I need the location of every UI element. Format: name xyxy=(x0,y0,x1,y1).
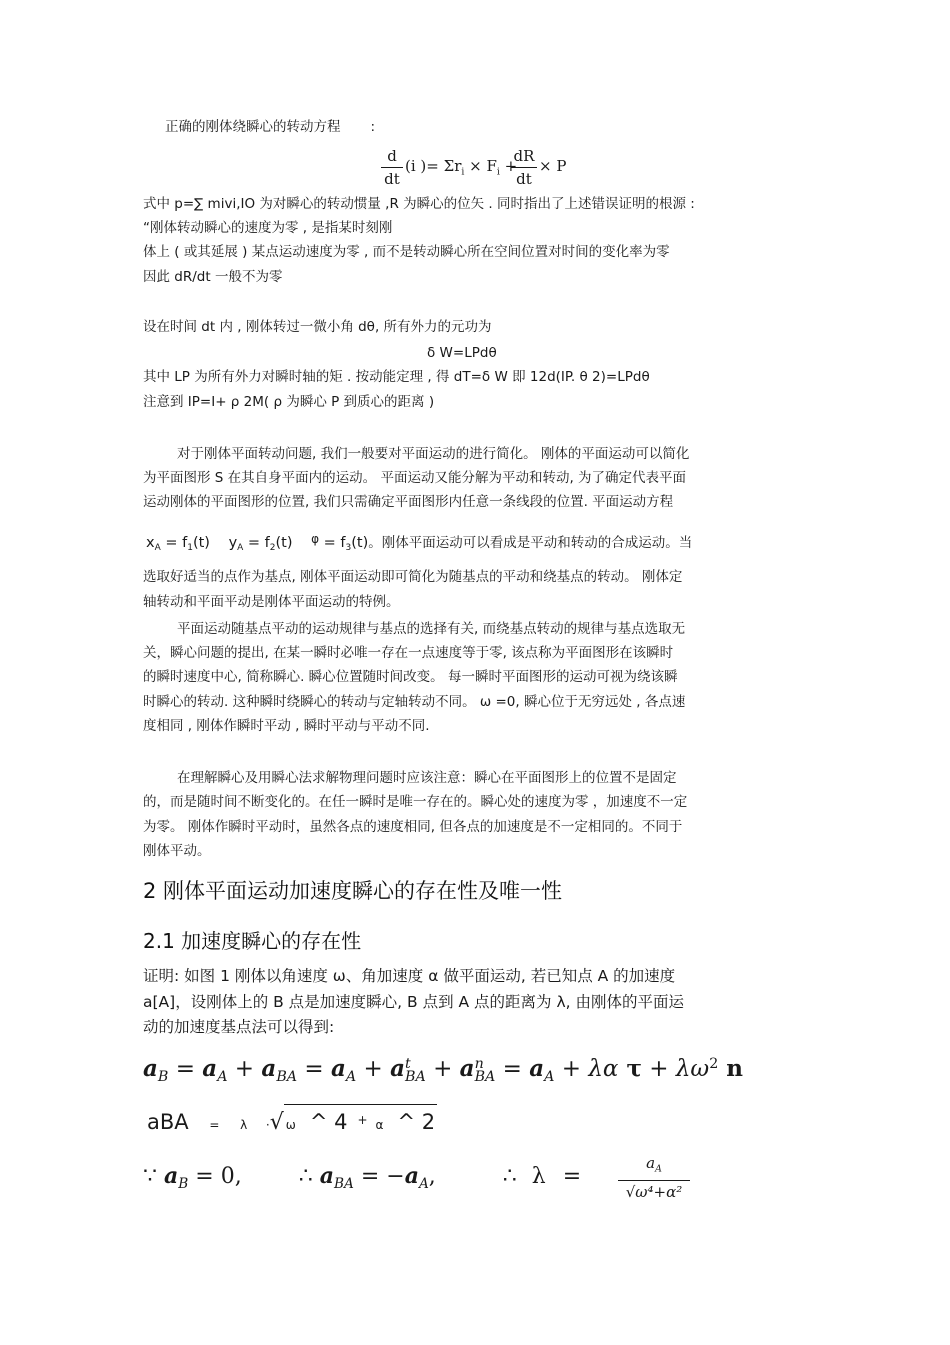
intro-text: 正确的刚体绕瞬心的转动方程 : xyxy=(165,119,376,135)
text-line: 证明: 如图 1 刚体以角速度 ω、角加速度 α 做平面运动, 若已知点 A 的加速度 xyxy=(143,967,676,985)
text-line: 因此 dR/dt 一般不为零 xyxy=(143,269,283,285)
text-line: 其中 LP 为所有外力对瞬时轴的矩 . 按动能定理 , 得 dT=δ W 即 12d(IP. θ 2)=LPdθ xyxy=(143,369,650,385)
text-line: 式中 p=∑ mivi,IO 为对瞬心的转动惯量 ,R 为瞬心的位矢 . 同时指出了上述错误证明的根源 : xyxy=(143,196,695,212)
work-equation: δ W=LPdθ xyxy=(427,345,497,361)
text-line: 对于刚体平面转动问题, 我们一般要对平面运动的进行简化。 刚体的平面运动可以简化 xyxy=(177,446,690,462)
text-line: 度相同 , 刚体作瞬时平动 , 瞬时平动与平动不同. xyxy=(143,718,430,734)
text-line: a[A]，设刚体上的 B 点是加速度瞬心, B 点到 A 点的距离为 λ, 由刚体的平面运 xyxy=(143,993,685,1011)
text-line: 运动刚体的平面图形的位置, 我们只需确定平面图形内任意一条线段的位置. 平面运动方程 xyxy=(143,494,674,510)
text-line: 的瞬时速度中心, 简称瞬心. 瞬心位置随时间改变。 每一瞬时平面图形的运动可视为绕该瞬 xyxy=(143,669,678,685)
text-line: 平面运动随基点平动的运动规律与基点的选择有关, 而绕基点转动的规律与基点选取无 xyxy=(177,621,686,637)
text-line: 动的加速度基点法可以得到: xyxy=(143,1018,335,1036)
text-line: 体上 ( 或其延展 ) 某点运动速度为零 , 而不是转动瞬心所在空间位置对时间的变化率为零 xyxy=(143,244,670,260)
subsection-heading: 2.1 加速度瞬心的存在性 xyxy=(143,929,362,953)
section-heading: 2 刚体平面运动加速度瞬心的存在性及唯一性 xyxy=(143,879,563,903)
text-line: 的，而是随时间不断变化的。在任一瞬时是唯一存在的。瞬心处的速度为零 ，加速度不一定 xyxy=(143,794,688,810)
equation-middle: (i )= $\Sigma r_i \times F_i$ + xyxy=(405,157,518,178)
lambda-fraction: $a_A$ √ω⁴+α² xyxy=(618,1154,690,1201)
text-line: 选取好适当的点作为基点, 刚体平面运动即可简化为随基点的平动和绕基点的转动。 刚体定 xyxy=(143,569,683,585)
text-line: 时瞬心的转动. 这种瞬时绕瞬心的转动与定轴转动不同。 ω =0, 瞬心位于无穷远处 , 各点速 xyxy=(143,694,686,710)
text-line: 在理解瞬心及用瞬心法求解物理问题时应该注意：瞬心在平面图形上的位置不是固定 xyxy=(177,770,677,786)
fraction-dR-dt: dR dt xyxy=(511,147,537,188)
text-line: 为零。 刚体作瞬时平动时，虽然各点的速度相同, 但各点的加速度是不一定相同的。不同于 xyxy=(143,819,683,835)
plane-motion-equations: $x_A = f_1(t) y_A = f_2(t) ^\varphi = f_3(t)$。刚体平面运动可以看成是平动和转动的合成运动。当 xyxy=(146,532,693,554)
aba-equation: aBA = λ ·√ ω ^ 4 + α ^ 2 xyxy=(147,1104,437,1134)
text-line: “刚体转动瞬心的速度为零 , 是指某时刻刚 xyxy=(143,220,393,236)
equation-end: × P xyxy=(539,157,567,175)
condition-equations: ∵ $a_B = 0$, ∴ $a_{BA} = -a_A$, ∴ λ = xyxy=(143,1163,582,1192)
text-line: 轴转动和平面平动是刚体平面运动的特例。 xyxy=(143,594,400,610)
text-line: 为平面图形 S 在其自身平面内的运动。 平面运动又能分解为平动和转动, 为了确定代表平面 xyxy=(143,470,687,486)
acceleration-equation: $a_B = a_A + a_{BA} = a_A + a$ t BA + a n BA = $a_A + \lambda\alpha$ $\tau + \lambda\omega^2$ n xyxy=(143,1054,744,1085)
text-line: 设在时间 dt 内 , 刚体转过一微小角 dθ, 所有外力的元功为 xyxy=(143,319,492,335)
fraction-d-dt: d dt xyxy=(381,147,403,188)
text-line: 注意到 IP=I+ ρ 2M( ρ 为瞬心 P 到质心的距离 ) xyxy=(143,394,435,410)
text-line: 刚体平动。 xyxy=(143,843,211,859)
text-line: 关，瞬心问题的提出, 在某一瞬时必唯一存在一点速度等于零, 该点称为平面图形在该瞬时 xyxy=(143,645,674,661)
